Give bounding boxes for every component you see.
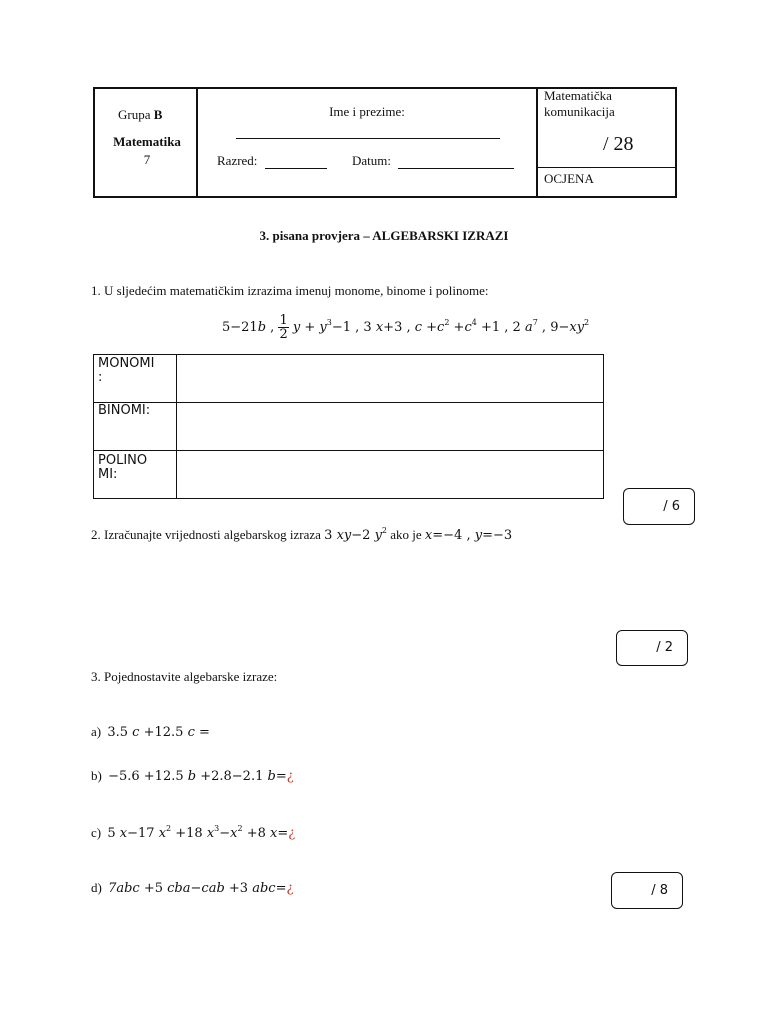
communication-label: Matematička komunikacija [544,88,615,119]
class-field-row [217,153,327,169]
item-label: d) [91,880,102,895]
row-label-cont: MI: [98,467,118,482]
class-label: Razred: [217,153,258,168]
q1-score-box: / 6 [623,488,695,525]
subject: Matematika [113,134,181,149]
q1-expressions: 5−21b , $\frac{1}{2}$ $y + y^3-1$ , 3 x+3 , $c +c^2 +c^4 +1$ , 2 $a^7$ , $9-xy^2$ [222,313,590,342]
date-field-row [352,153,514,169]
page-title: 3. pisana provjera – ALGEBARSKI IZRAZI [259,228,509,243]
header-divider [538,167,677,168]
table-row-label [98,454,147,482]
monomi-answer-cell[interactable] [178,356,603,402]
item-expression: −5.6 +12.5 b +2.8−2.1 b=¿ [108,769,294,784]
q2-score-box: / 2 [616,630,688,666]
grade: 7 [143,152,151,167]
date-field[interactable] [398,154,514,169]
binomi-answer-cell[interactable] [178,404,603,450]
item-label: b) [91,768,102,783]
grade-label: OCJENA [544,171,594,186]
table-row-label [98,357,154,385]
q1-text: 1. U sljedećim matematičkim izrazima imenuj monome, binome i polinome: [91,283,489,298]
q3-item-a [91,724,210,740]
row-label-cont: : [98,370,103,385]
q2-values: x=−4 , y=−3 [424,528,513,543]
q3-score-box: / 8 [611,872,683,909]
q2-text-mid: ako je [390,527,422,542]
table-row-label [98,404,150,418]
name-field[interactable] [236,138,500,139]
q2-text-before: 2. Izračunajte vrijednosti algebarskog izraza [91,527,321,542]
table-divider [93,450,604,451]
q3-item-c [91,825,295,841]
class-field[interactable] [265,154,327,169]
item-label: c) [91,825,102,840]
group-label [118,107,162,123]
name-label: Ime i prezime: [329,104,405,119]
item-label: a) [91,724,102,739]
item-expression: 7abc +5 cba−cab +3 abc=¿ [108,881,294,896]
q2-expression: 3 xy−2 $y^2$ [324,526,388,543]
group-value: B [153,107,163,122]
q2-text [91,527,512,543]
q3-text: 3. Pojednostavite algebarske izraze: [91,669,278,684]
polinomi-answer-cell[interactable] [178,452,603,498]
row-label-binomi: BINOMI: [98,403,151,418]
header-divider [536,87,538,198]
item-expression: 5 x−17 $x^2 +18$ $x^3-x^2 +8$ x=¿ [107,824,296,841]
total-points: / 28 [603,133,634,155]
q3-item-b [91,768,294,784]
table-divider [176,354,177,499]
row-label-monomi: MONOMI [98,356,155,371]
group-label-text: Grupa [118,107,151,122]
q3-item-d [91,880,293,896]
row-label-polinomi: POLINO [98,453,148,468]
date-label: Datum: [352,153,391,168]
item-expression: 3.5 c +12.5 c = [107,725,210,740]
table-divider [93,402,604,403]
